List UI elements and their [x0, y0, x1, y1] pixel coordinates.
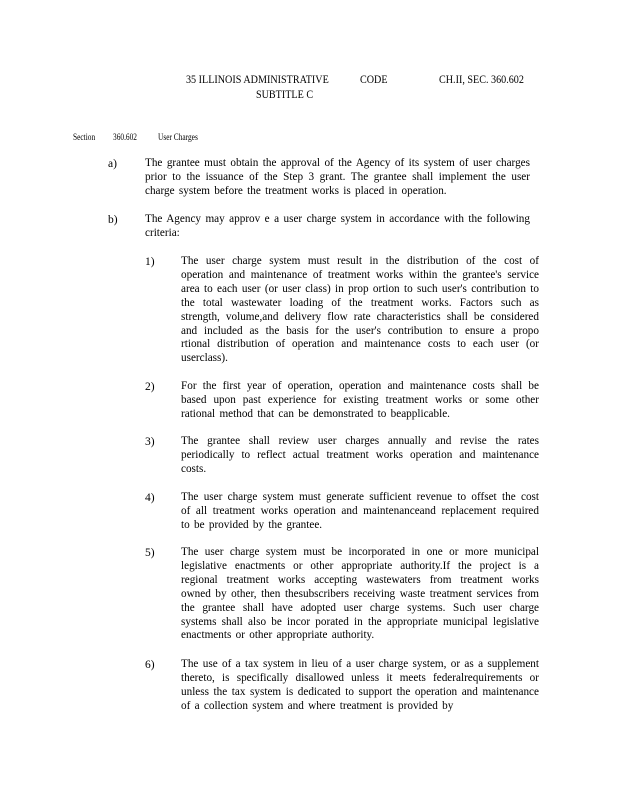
criteria-3-text: The grantee shall review user charges annually and revise the rates periodically to reflect actual treatment works operation and maintenance costs. — [181, 435, 539, 475]
item-a-text: The grantee must obtain the approval of the Agency of its system of user charges prior to the issuance of the Step 3 grant. The grantee shall implement the user charge system before the treatment works is placed in operation. — [145, 157, 530, 197]
header-subtitle: SUBTITLE C — [256, 89, 314, 101]
criteria-4-text: The user charge system must generate sufficient revenue to offset the cost of all treatment works operation and maintenanceand replacement required to be provided by the grantee. — [181, 491, 539, 531]
criteria-3-marker: 3) — [145, 436, 155, 448]
criteria-6-text: The use of a tax system in lieu of a user charge system, or as a supplement thereto, is specifically disallowed unless it meets federalrequirements or unless the tax system is dedicated to support the operation and maintenance of a collection system and where treatment is provided by — [181, 658, 539, 712]
criteria-2-text: For the first year of operation, operation and maintenance costs shall be based upon past experience for existing treatment works or some other rational method that can be demonstrated to beapplicable. — [181, 380, 539, 420]
criteria-5-marker: 5) — [145, 547, 155, 559]
criteria-6-marker: 6) — [145, 659, 155, 671]
section-label: Section — [73, 132, 96, 142]
header-title-code: CODE — [360, 74, 388, 86]
header-title-right: CH.II, SEC. 360.602 — [439, 74, 524, 86]
criteria-5-text: The user charge system must be incorporated in one or more municipal legislative enactments or other appropriate authority.If the project is a regional treatment works accepting wastewaters from treatment works owned by other, then thesubscribers receiving waste treatment services from the grantee shall have adopted user charge systems. Such user charge systems shall also be incor porated in the appropriate municipal legislative enactments or other appropriate authority. — [181, 546, 539, 642]
item-a-marker: a) — [108, 158, 117, 170]
criteria-2-marker: 2) — [145, 381, 155, 393]
header-title-left: 35 ILLINOIS ADMINISTRATIVE — [186, 74, 329, 86]
item-b-marker: b) — [108, 214, 118, 226]
criteria-4-marker: 4) — [145, 492, 155, 504]
section-number: 360.602 — [113, 132, 137, 142]
section-title: User Charges — [158, 132, 198, 142]
criteria-1-text: The user charge system must result in the distribution of the cost of operation and maintenance of treatment works within the grantee's service area to each user (or user class) in prop ortion to such user's contribution to the total wastewater loading of the treatment works. Factors such as strength, volume,and delivery flow rate characteristics shall be considered and included as the basis for the user's contribution to ensure a propo rtional distribution of operation and maintenance costs to each user (or userclass). — [181, 255, 539, 365]
criteria-1-marker: 1) — [145, 256, 155, 268]
item-b-text: The Agency may approv e a user charge system in accordance with the following criteria: — [145, 213, 530, 239]
